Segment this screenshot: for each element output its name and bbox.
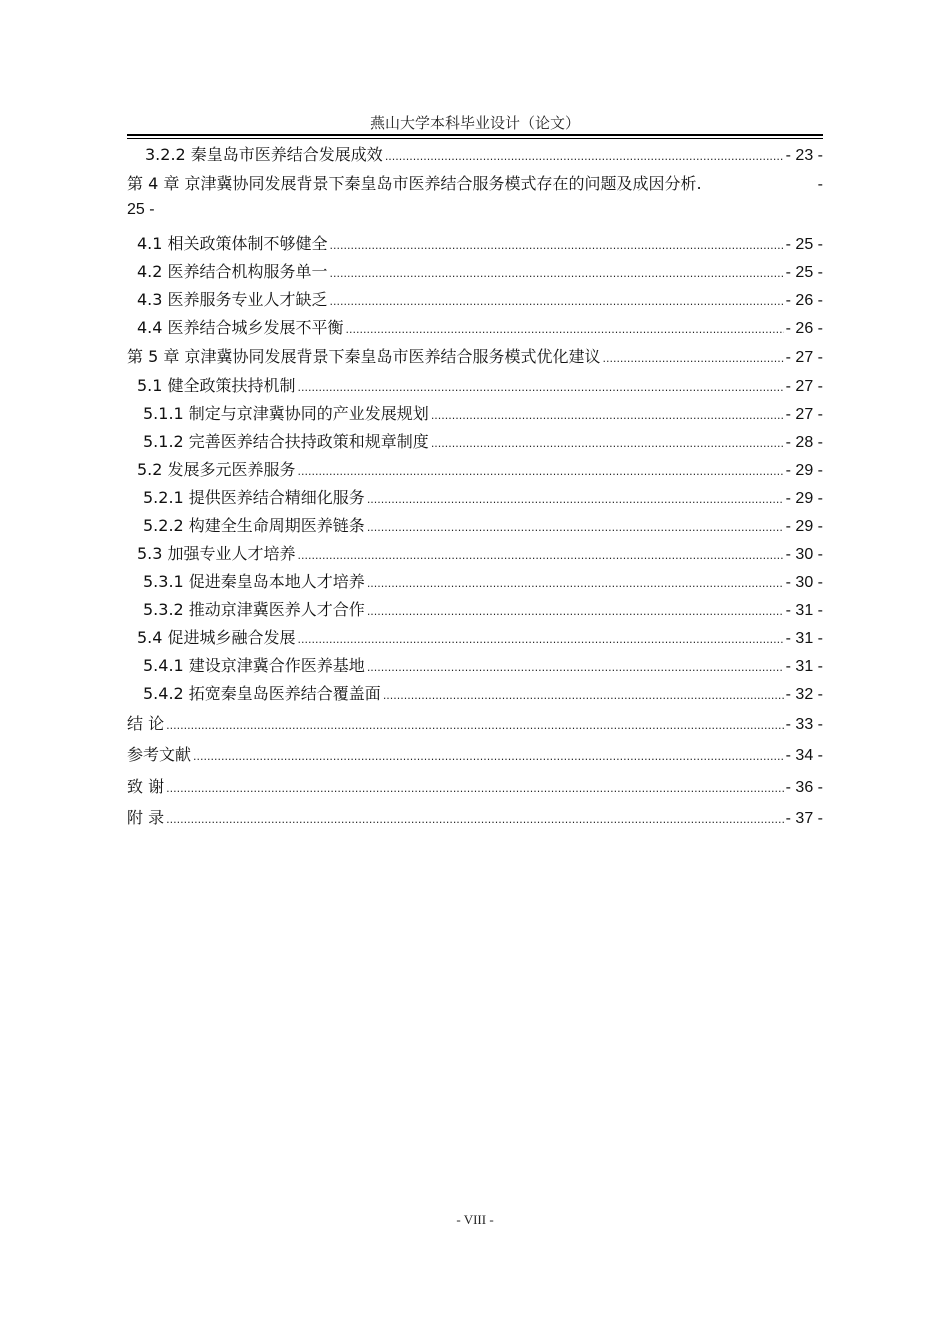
toc-leader bbox=[602, 347, 783, 366]
toc-leader bbox=[346, 318, 784, 337]
toc-entry-page: - 26 - bbox=[785, 320, 823, 337]
toc-entry[interactable] bbox=[127, 541, 823, 564]
toc-entry-page-continuation: 25 - bbox=[127, 201, 155, 218]
toc-entry-appendix[interactable] bbox=[127, 805, 823, 828]
toc-leader bbox=[298, 628, 784, 647]
toc-entry[interactable] bbox=[127, 429, 823, 452]
toc-entry-page: - 25 - bbox=[785, 264, 823, 281]
toc-leader bbox=[298, 460, 784, 479]
toc-entry-page: - 27 - bbox=[785, 349, 823, 366]
toc-leader bbox=[193, 745, 784, 764]
toc-entry-page: - 31 - bbox=[785, 602, 823, 619]
toc-entry[interactable] bbox=[127, 373, 823, 396]
toc-entry-page: - 23 - bbox=[785, 147, 823, 164]
toc-entry-page: - 27 - bbox=[785, 406, 823, 423]
toc-entry-label: 5.3.1 促进秦皇岛本地人才培养 bbox=[143, 572, 365, 591]
toc-entry-page: - 27 - bbox=[785, 378, 823, 395]
toc-entry-page: - 31 - bbox=[785, 630, 823, 647]
toc-entry-page: - 26 - bbox=[785, 292, 823, 309]
toc-entry[interactable] bbox=[127, 259, 823, 282]
footer-page-number: - VIII - bbox=[456, 1212, 494, 1227]
toc-entry-page: - 37 - bbox=[785, 810, 823, 827]
toc-leader bbox=[367, 656, 784, 675]
toc-entry-label: 3.2.2 秦皇岛市医养结合发展成效 bbox=[145, 145, 383, 164]
toc-entry-acknowledgements[interactable] bbox=[127, 774, 823, 797]
toc-entry-page: - 29 - bbox=[785, 462, 823, 479]
toc-entry-page: - 32 - bbox=[785, 686, 823, 703]
toc-entry-page: - 25 - bbox=[785, 236, 823, 253]
toc-entry-label: 5.4.2 拓宽秦皇岛医养结合覆盖面 bbox=[143, 684, 381, 703]
toc-leader bbox=[367, 488, 784, 507]
toc-entry-page: - 36 - bbox=[785, 779, 823, 796]
toc-entry-label: 5.3.2 推动京津冀医养人才合作 bbox=[143, 600, 365, 619]
toc-entry-label: 5.4 促进城乡融合发展 bbox=[137, 628, 296, 647]
document-header-title: 燕山大学本科毕业设计（论文） bbox=[369, 114, 580, 132]
toc-entry[interactable] bbox=[127, 142, 823, 165]
toc-entry[interactable] bbox=[127, 653, 823, 676]
toc-entry-label: 第 5 章 京津冀协同发展背景下秦皇岛市医养结合服务模式优化建议 bbox=[127, 347, 601, 366]
toc-leader bbox=[330, 262, 784, 281]
toc-entry[interactable] bbox=[127, 401, 823, 424]
toc-entry-label: 5.4.1 建设京津冀合作医养基地 bbox=[143, 656, 365, 675]
toc-entry-page: - 29 - bbox=[785, 518, 823, 535]
header-rule-thin bbox=[127, 138, 823, 139]
toc-leader bbox=[367, 572, 784, 591]
toc-entry[interactable] bbox=[127, 569, 823, 592]
toc-entry[interactable] bbox=[127, 231, 823, 254]
toc-leader bbox=[298, 544, 784, 563]
toc-entry-label: 4.2 医养结合机构服务单一 bbox=[137, 262, 328, 281]
toc-leader bbox=[431, 432, 784, 451]
toc-entry-page: - 29 - bbox=[785, 490, 823, 507]
toc-entry[interactable] bbox=[127, 457, 823, 480]
toc-entry-page: - 30 - bbox=[785, 546, 823, 563]
toc-leader bbox=[166, 714, 784, 733]
toc-leader bbox=[166, 777, 784, 796]
toc-entry[interactable] bbox=[127, 513, 823, 536]
toc-entry[interactable] bbox=[127, 287, 823, 310]
toc-entry-page: - 34 - bbox=[785, 747, 823, 764]
toc-entry-label: 5.1.2 完善医养结合扶持政策和规章制度 bbox=[143, 432, 429, 451]
toc-leader bbox=[431, 404, 784, 423]
toc-entry[interactable] bbox=[127, 681, 823, 704]
toc-entry-conclusion[interactable] bbox=[127, 711, 823, 734]
toc-entry-label: 5.2 发展多元医养服务 bbox=[137, 460, 296, 479]
toc-entry-label: 参考文献 bbox=[127, 745, 192, 764]
toc-leader bbox=[298, 376, 784, 395]
toc-entry-label: 5.3 加强专业人才培养 bbox=[137, 544, 296, 563]
toc-entry[interactable] bbox=[127, 597, 823, 620]
toc-entry[interactable] bbox=[127, 485, 823, 508]
toc-entry-label: 4.3 医养服务专业人才缺乏 bbox=[137, 290, 328, 309]
toc-entry-page: - 33 - bbox=[785, 716, 823, 733]
toc-entry-label: 4.4 医养结合城乡发展不平衡 bbox=[137, 318, 344, 337]
toc-entry-references[interactable] bbox=[127, 742, 823, 765]
toc-entry-label: 5.2.2 构建全生命周期医养链条 bbox=[143, 516, 365, 535]
toc-leader bbox=[330, 234, 784, 253]
toc-leader bbox=[166, 808, 784, 827]
toc-entry-label: 结 论 bbox=[127, 714, 165, 733]
toc-leader bbox=[385, 145, 784, 164]
toc-leader bbox=[367, 600, 784, 619]
toc-entry-page: - bbox=[817, 176, 823, 193]
toc-leader bbox=[383, 684, 784, 703]
toc-entry[interactable] bbox=[127, 625, 823, 648]
toc-entry-label: 第 4 章 京津冀协同发展背景下秦皇岛市医养结合服务模式存在的问题及成因分析. bbox=[127, 174, 702, 193]
toc-entry-label: 5.2.1 提供医养结合精细化服务 bbox=[143, 488, 365, 507]
toc-entry-page: - 30 - bbox=[785, 574, 823, 591]
toc-entry-page: - 28 - bbox=[785, 434, 823, 451]
toc-entry-label: 4.1 相关政策体制不够健全 bbox=[137, 234, 328, 253]
toc-entry-chapter[interactable] bbox=[127, 171, 823, 194]
toc-leader bbox=[367, 516, 784, 535]
toc-entry[interactable] bbox=[127, 315, 823, 338]
toc-entry-label: 致 谢 bbox=[127, 777, 165, 796]
toc-entry-label: 附 录 bbox=[127, 808, 165, 827]
toc-entry-page: - 31 - bbox=[785, 658, 823, 675]
toc-entry-label: 5.1.1 制定与京津冀协同的产业发展规划 bbox=[143, 404, 429, 423]
header-rule-thick bbox=[127, 134, 823, 136]
toc-leader bbox=[330, 290, 784, 309]
toc-entry-chapter[interactable] bbox=[127, 344, 823, 367]
toc-entry-label: 5.1 健全政策扶持机制 bbox=[137, 376, 296, 395]
